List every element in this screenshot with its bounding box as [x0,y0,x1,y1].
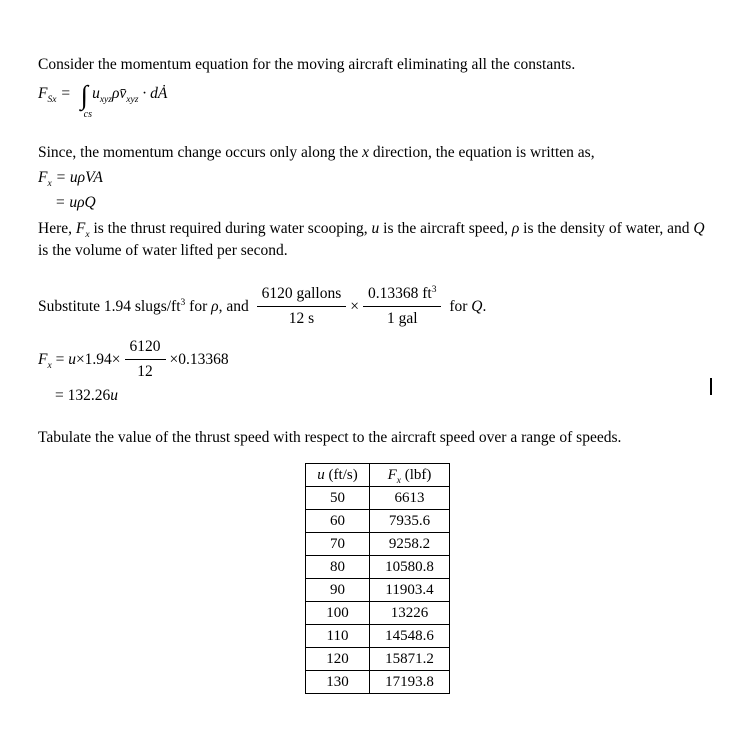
substitute-post1: for [445,297,472,315]
cell-thrust: 15871.2 [370,648,450,671]
substitute-line [38,284,718,329]
eq-equals: = [56,85,75,102]
table-row [306,579,450,602]
header-u-units: (ft/s) [324,467,358,483]
substitute-post2: . [482,297,487,315]
conversion-num-text: 0.13368 ft [367,285,432,302]
cell-speed: 90 [306,579,370,602]
here-text-5: is the volume of water lifted per second. [38,242,288,259]
substitute-mid2: , and [218,297,253,315]
col-header-thrust [370,464,450,487]
fraction-6120-denominator: 12 [137,363,153,380]
table-row [306,602,450,625]
fx-rhs2: = uρQ [55,194,96,211]
fx-F: F [38,169,48,186]
cell-thrust: 9258.2 [370,533,450,556]
eq-F-subscript: Sx [47,95,57,106]
since-x: x [362,144,370,161]
fraction-6120-numerator: 6120 [125,337,166,360]
here-Q: Q [693,220,705,237]
table-header-row [306,464,450,487]
here-u: u [371,220,380,237]
here-text-4: is the density of water, and [519,220,694,237]
cell-speed: 80 [306,556,370,579]
since-paragraph [38,142,718,164]
fraction-gallons-denominator: 12 s [288,310,315,327]
here-rho: ρ [511,220,520,237]
here-F: F [75,220,86,237]
calc-eq2: ×1.94× [75,350,121,368]
cell-thrust: 6613 [370,487,450,510]
text-cursor [710,378,712,395]
table-row [306,487,450,510]
cell-thrust: 7935.6 [370,510,450,533]
conversion-num-sup: 3 [431,284,437,295]
eq-u-subscript: xyz [99,95,112,106]
since-text-1: Since, the momentum change occurs only along the [38,144,363,161]
header-u: u [317,467,325,483]
header-F: F [387,467,397,483]
substitute-text-group-1 [38,297,253,317]
fraction-conversion-denominator: 1 gal [386,310,418,327]
here-text-1: Here, [38,220,76,237]
fraction-conversion-numerator [363,284,441,307]
thrust-table [305,463,450,694]
here-text-2: is the thrust required during water scooping, [89,220,372,237]
cell-speed: 130 [306,671,370,694]
substitute-text-group-2 [445,297,486,317]
eq-F: F [38,85,48,102]
table-row [306,648,450,671]
calculation-line [38,337,718,382]
cell-thrust: 17193.8 [370,671,450,694]
calc-eq3: ×0.13368 [169,350,229,368]
since-text-2: direction, the equation is written as, [369,144,595,161]
cell-speed: 50 [306,487,370,510]
fraction-conversion [363,284,441,329]
intro-paragraph [38,54,718,76]
intro-text: Consider the momentum equation for the moving aircraft eliminating all the constants. [38,56,576,73]
integral-wrap [80,80,92,120]
eq-rho: ρ [111,85,120,102]
here-paragraph [38,218,718,262]
cell-speed: 120 [306,648,370,671]
table-row [306,625,450,648]
calc-u: u [68,350,76,368]
cell-thrust: 13226 [370,602,450,625]
fx-rhs1: = uρVA [51,169,103,186]
eq-vbar: v̄ [119,85,127,102]
eq-v-subscript: xyz [126,95,139,106]
substitute-pre-sup: 3 [180,297,186,308]
here-text-3: is the aircraft speed, [379,220,512,237]
substitute-times: × [350,297,359,315]
fraction-6120-12 [125,337,166,382]
integral-cs-label: cs [83,109,92,120]
substitute-Q: Q [471,297,483,315]
integral-icon: ∫ [80,80,89,110]
momentum-equation [38,80,718,120]
table-row [306,533,450,556]
substitute-mid1: for [185,297,212,315]
tabulate-paragraph [38,427,718,449]
cell-speed: 60 [306,510,370,533]
eq-u: u [92,85,100,102]
result-u: u [110,387,118,404]
cell-thrust: 10580.8 [370,556,450,579]
eq-dA: · dȦ [138,85,168,102]
table-row [306,510,450,533]
cell-thrust: 14548.6 [370,625,450,648]
fx-F-subscript: x [47,179,52,190]
fx-equation-line2 [38,191,718,214]
header-F-units: (lbf) [400,467,432,483]
cell-speed: 100 [306,602,370,625]
table-row [306,556,450,579]
calculation-result [38,384,718,407]
fraction-gallons [257,284,347,329]
calc-eq1: = [51,350,69,368]
tabulate-text: Tabulate the value of the thrust speed with respect to the aircraft speed over a range of speeds. [38,429,622,446]
cell-thrust: 11903.4 [370,579,450,602]
cell-speed: 70 [306,533,370,556]
result-value: = 132.26 [55,387,111,404]
fx-equation-line1 [38,166,718,189]
table-row [306,671,450,694]
col-header-speed [306,464,370,487]
header-F-subscript: x [396,476,401,486]
calc-F-subscript: x [47,360,52,371]
calc-F: F [38,350,48,368]
cell-speed: 110 [306,625,370,648]
substitute-pre: Substitute 1.94 slugs/ft [38,297,181,315]
fraction-gallons-numerator: 6120 gallons [257,284,347,307]
substitute-rho: ρ [211,297,219,315]
calc-lhs-group [38,350,121,370]
here-F-subscript: x [85,230,90,241]
